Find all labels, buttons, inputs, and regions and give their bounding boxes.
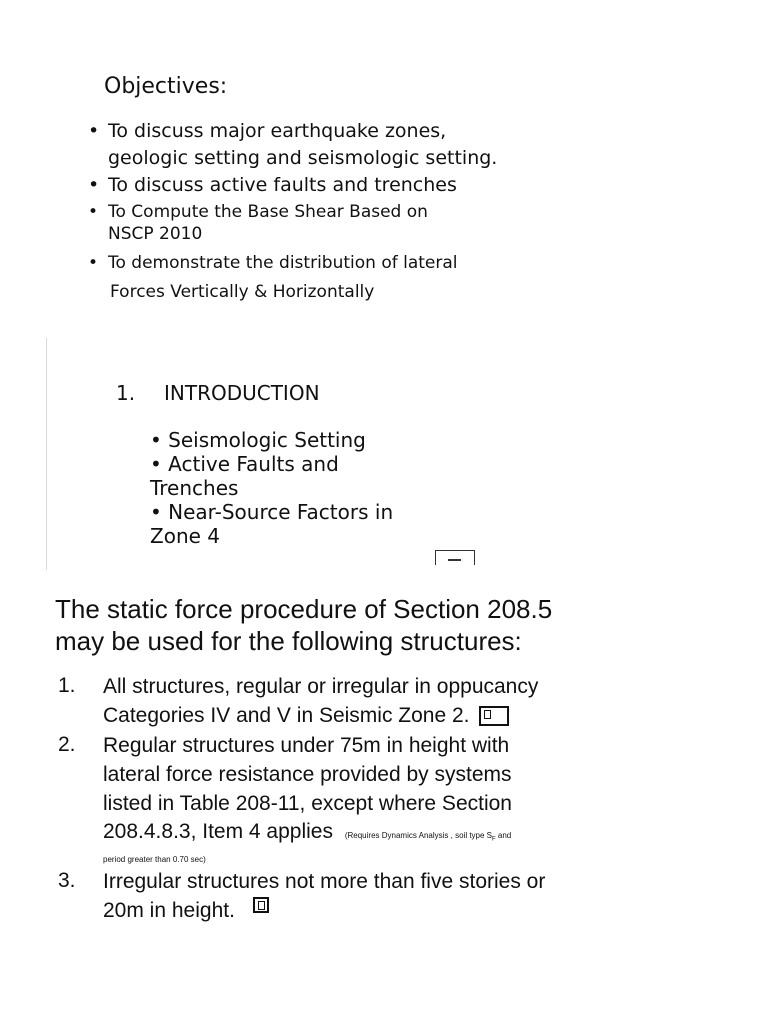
list-item-line — [103, 818, 512, 846]
intro-line: Trenches — [150, 476, 239, 500]
section-title: INTRODUCTION — [164, 381, 320, 405]
section-heading: may be used for the following structures: — [55, 626, 522, 656]
slide-edge — [46, 338, 47, 570]
slide-icon — [435, 550, 475, 565]
list-item-text: lateral force resistance provided by systems — [103, 763, 512, 786]
list-item-text: 208.4.8.3, Item 4 applies — [103, 820, 333, 843]
list-item — [103, 672, 538, 730]
bullet: • — [88, 253, 99, 273]
list-item-text: Regular structures under 75m in height with — [103, 734, 510, 757]
objective-item-3 — [88, 201, 428, 245]
introduction-title — [116, 381, 320, 405]
note-text: period greater than 0.70 sec) — [103, 855, 206, 864]
list-item-text: Categories IV and V in Seismic Zone 2. — [103, 704, 470, 727]
list-item — [103, 731, 512, 846]
list-item-text: 20m in height. — [103, 899, 235, 922]
objective-text: To demonstrate the distribution of lateral — [108, 253, 458, 273]
objective-item-4 — [88, 252, 458, 303]
slide-link-icon[interactable] — [479, 706, 509, 726]
section-heading: The static force procedure of Section 208.5 — [55, 594, 553, 624]
list-number: 3. — [58, 869, 76, 892]
bullet: • — [88, 202, 99, 222]
slide-link-icon[interactable] — [253, 897, 269, 913]
section-number: 1. — [116, 381, 136, 405]
intro-line: Zone 4 — [150, 524, 220, 548]
objective-item-1 — [88, 118, 497, 172]
note-text: (Requires Dynamics Analysis , soil type $S_F$ and — [344, 831, 512, 843]
bullet: • — [88, 120, 100, 142]
objective-text: NSCP 2010 — [108, 224, 203, 244]
list-item-line — [103, 701, 538, 730]
objective-text: geologic setting and seismologic setting. — [108, 147, 498, 169]
list-item-text: All structures, regular or irregular in oppucancy — [103, 675, 539, 698]
objective-text: Forces Vertically & Horizontally — [110, 282, 375, 302]
objective-text: To Compute the Base Shear Based on — [108, 202, 428, 222]
list-number: 1. — [58, 674, 76, 697]
objective-text: To discuss major earthquake zones, — [108, 120, 447, 142]
objectives-title: Objectives: — [104, 74, 228, 99]
intro-line: • Near-Source Factors in — [150, 500, 394, 524]
list-number: 2. — [58, 733, 76, 756]
objective-text: To discuss active faults and trenches — [108, 174, 457, 196]
list-item — [103, 867, 545, 925]
list-item-line — [103, 896, 545, 925]
objective-item-2 — [88, 172, 457, 199]
bullet: • — [88, 174, 100, 196]
intro-line: • Active Faults and — [150, 452, 339, 476]
list-item-text: Irregular structures not more than five stories or — [103, 870, 546, 893]
intro-line: • Seismologic Setting — [150, 428, 366, 452]
list-item-text: listed in Table 208-11, except where Section — [103, 792, 512, 815]
